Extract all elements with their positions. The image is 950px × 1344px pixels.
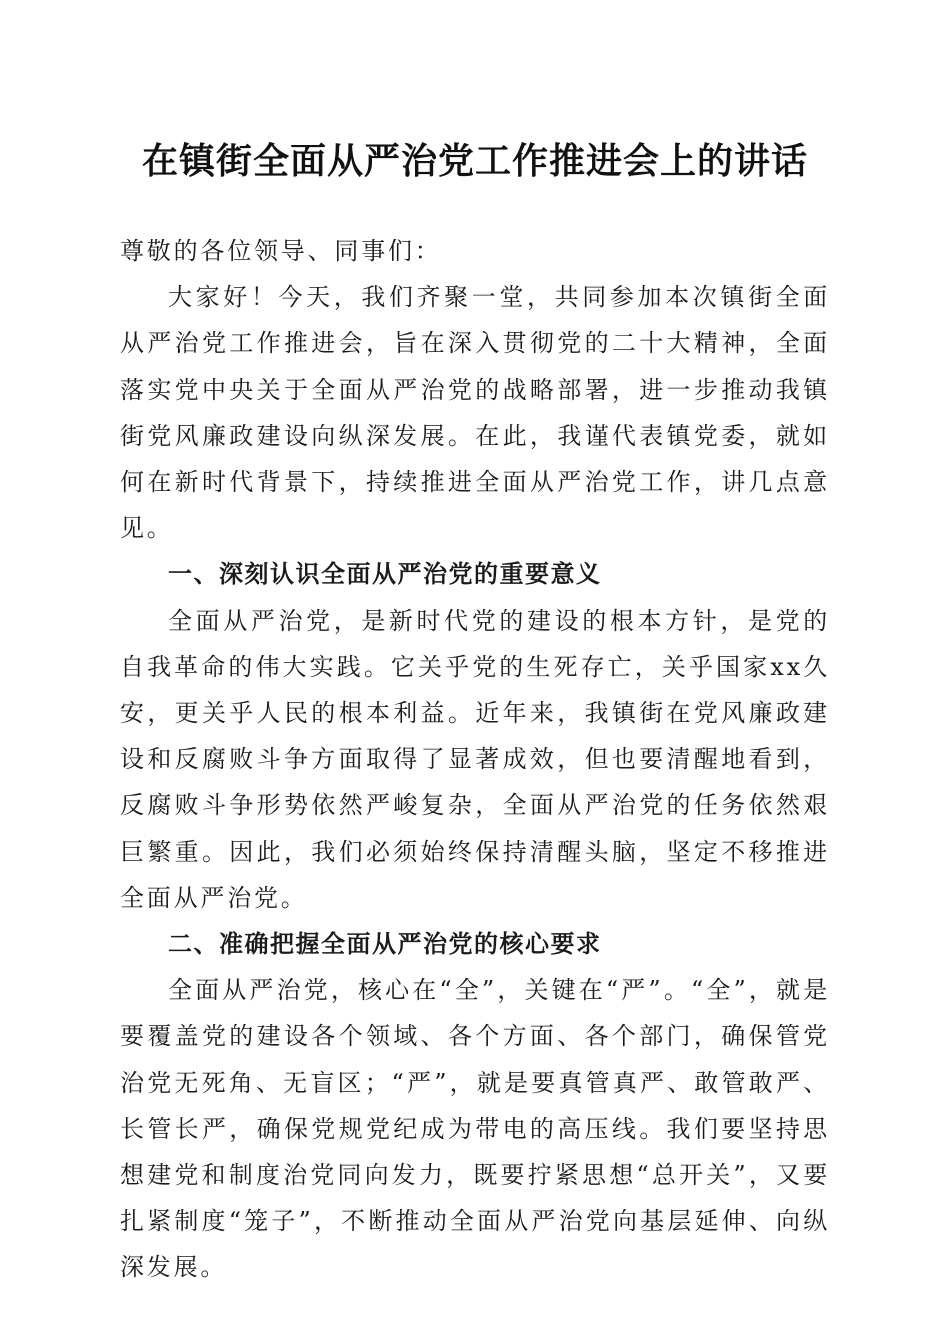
section-heading-1: 一、深刻认识全面从严治党的重要意义 [168, 560, 602, 589]
document-title: 在镇街全面从严治党工作推进会上的讲话 [141, 140, 808, 182]
section-paragraph-1: 全面从严治党，是新时代党的建设的根本方针，是党的自我革命的伟大实践。它关乎党的生死存亡，关乎国家xx久安，更关乎人民的根本利益。近年来，我镇街在党风廉政建设和反腐败斗争方面取得了显著成效，但也要清醒地看到，反腐败斗争形势依然严峻复杂，全面从严治党的任务依然艰巨繁重。因此，我们必须始终保持清醒头脑，坚定不移推进全面从严治党。 [120, 606, 830, 912]
document-body [120, 228, 830, 1291]
section-paragraph-2: 全面从严治党，核心在“全”，关键在“严”。“全”，就是要覆盖党的建设各个领域、各个方面、各个部门，确保管党治党无死角、无盲区；“严”，就是要真管真严、敢管敢严、长管长严，确保党规党纪成为带电的高压线。我们要坚持思想建党和制度治党同向发力，既要拧紧思想“总开关”，又要扎紧制度“笼子”，不断推动全面从严治党向基层延伸、向纵深发展。 [120, 976, 830, 1282]
section-heading-2: 二、准确把握全面从严治党的核心要求 [168, 930, 602, 959]
salutation: 尊敬的各位领导、同事们： [120, 237, 442, 265]
intro-paragraph: 大家好！今天，我们齐聚一堂，共同参加本次镇街全面从严治党工作推进会，旨在深入贯彻党的二十大精神，全面落实党中央关于全面从严治党的战略部署，进一步推动我镇街党风廉政建设向纵深发展。在此，我谨代表镇党委，就如何在新时代背景下，持续推进全面从严治党工作，讲几点意见。 [120, 283, 830, 543]
